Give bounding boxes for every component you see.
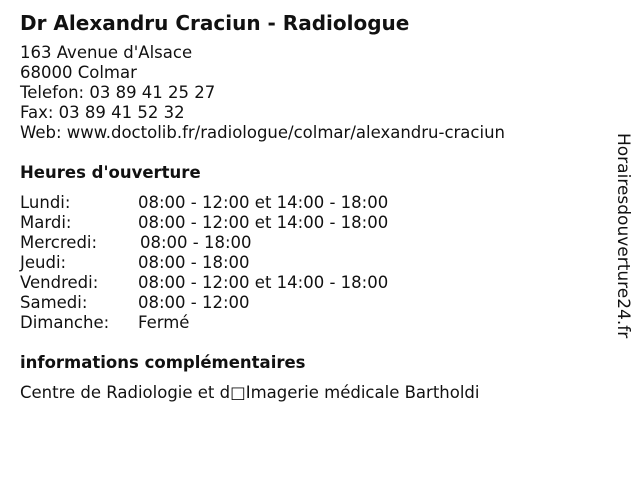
- street-address: 163 Avenue d'Alsace: [20, 43, 193, 62]
- page-title: Dr Alexandru Craciun - Radiologue: [20, 11, 410, 35]
- day-label: Vendredi:: [20, 273, 99, 292]
- website: Web: www.doctolib.fr/radiologue/colmar/alexandru-craciun: [20, 123, 505, 142]
- day-label: Jeudi:: [20, 253, 67, 272]
- time-range: 08:00 - 12:00 et 14:00 - 18:00: [138, 213, 389, 232]
- day-label: Samedi:: [20, 293, 88, 312]
- info-heading: informations complémentaires: [20, 353, 306, 372]
- day-label: Mercredi:: [20, 233, 98, 252]
- phone-number: Telefon: 03 89 41 25 27: [20, 83, 216, 102]
- site-watermark: Horairesdouverture24.fr: [613, 133, 633, 339]
- info-text: Centre de Radiologie et d□Imagerie médicale Bartholdi: [20, 383, 480, 402]
- contact-block: [20, 43, 505, 143]
- time-range: 08:00 - 18:00: [138, 253, 250, 272]
- time-range: Fermé: [138, 313, 190, 332]
- day-label: Mardi:: [20, 213, 72, 232]
- time-range: 08:00 - 12:00 et 14:00 - 18:00: [138, 193, 389, 212]
- city-postal: 68000 Colmar: [20, 63, 137, 82]
- day-label: Dimanche:: [20, 313, 110, 332]
- fax-number: Fax: 03 89 41 52 32: [20, 103, 185, 122]
- time-range: 08:00 - 12:00: [138, 293, 250, 312]
- time-range: 08:00 - 18:00: [140, 233, 252, 252]
- time-range: 08:00 - 12:00 et 14:00 - 18:00: [138, 273, 389, 292]
- day-label: Lundi:: [20, 193, 71, 212]
- hours-heading: Heures d'ouverture: [20, 163, 201, 182]
